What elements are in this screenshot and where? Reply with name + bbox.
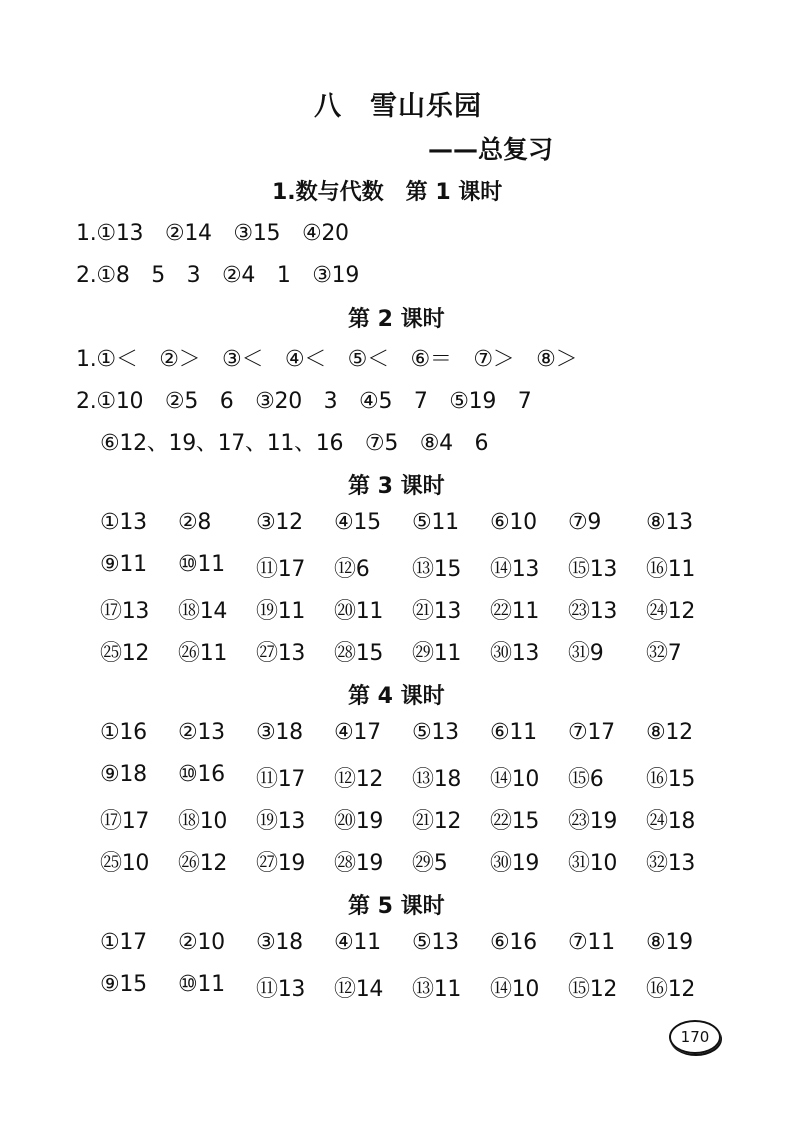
answer-item: ①16 <box>100 720 147 745</box>
lesson5-title: 第 5 课时 <box>348 894 445 919</box>
answer-item: ㉜13 <box>646 851 696 876</box>
answer-item: ④17 <box>334 720 381 745</box>
answer-item: ⑮13 <box>568 557 618 582</box>
answer-item: ⑬11 <box>412 977 462 1002</box>
answer-item: ⑤11 <box>412 510 459 535</box>
answer-item: ㉚19 <box>490 851 540 876</box>
answer-item: ⑭10 <box>490 767 540 792</box>
answer-item: ⑬15 <box>412 557 462 582</box>
answer-item: ⑰17 <box>100 809 150 834</box>
answer-item: ⑥10 <box>490 510 537 535</box>
answer-item: ⑤13 <box>412 930 459 955</box>
answer-item: ㉙5 <box>412 851 448 876</box>
lesson1-q1: 1.①13 ②14 ③15 ④20 <box>76 221 349 246</box>
answer-item: ⑮12 <box>568 977 618 1002</box>
answer-item: ⑯11 <box>646 557 696 582</box>
answer-item: ⑪17 <box>256 557 306 582</box>
answer-item: ⑦9 <box>568 510 602 535</box>
page-number-badge <box>669 1020 721 1054</box>
answer-item: ㉓19 <box>568 809 618 834</box>
lesson2-title: 第 2 课时 <box>348 307 445 332</box>
answer-item: ⑫14 <box>334 977 384 1002</box>
lesson1-q2: 2.①8 5 3 ②4 1 ③19 <box>76 263 360 288</box>
chapter-title: 八 雪山乐园 <box>314 91 482 122</box>
lesson2-q2b: ⑥12、19、17、11、16 ⑦5 ⑧4 6 <box>100 431 489 456</box>
answer-item: ⑥11 <box>490 720 537 745</box>
answer-item: ㉗19 <box>256 851 306 876</box>
answer-item: ③18 <box>256 720 303 745</box>
answer-item: ④15 <box>334 510 381 535</box>
answer-item: ②10 <box>178 930 225 955</box>
section-title: 1.数与代数 第 1 课时 <box>272 180 503 205</box>
answer-item: ⑫12 <box>334 767 384 792</box>
answer-item: ①13 <box>100 510 147 535</box>
answer-item: ㉕12 <box>100 641 150 666</box>
answer-item: ③18 <box>256 930 303 955</box>
page-number: 170 <box>680 1028 710 1046</box>
answer-item: ㉔12 <box>646 599 696 624</box>
answer-item: ㉕10 <box>100 851 150 876</box>
answer-item: ㉛10 <box>568 851 618 876</box>
answer-item: ⑩16 <box>178 762 225 787</box>
answer-item: ④11 <box>334 930 381 955</box>
answer-item: ⑨18 <box>100 762 147 787</box>
lesson2-q1: 1.①＜ ②＞ ③＜ ④＜ ⑤＜ ⑥＝ ⑦＞ ⑧＞ <box>76 347 578 372</box>
answer-item: ㉒15 <box>490 809 540 834</box>
answer-item: ⑭13 <box>490 557 540 582</box>
answer-item: ⑫6 <box>334 557 370 582</box>
answer-item: ⑲11 <box>256 599 306 624</box>
chapter-subtitle: ——总复习 <box>428 135 554 164</box>
answer-item: ⑧19 <box>646 930 693 955</box>
answer-item: ⑤13 <box>412 720 459 745</box>
answer-item: ③12 <box>256 510 303 535</box>
answer-item: ⑯12 <box>646 977 696 1002</box>
answer-item: ㉗13 <box>256 641 306 666</box>
answer-item: ⑪13 <box>256 977 306 1002</box>
answer-item: ⑧12 <box>646 720 693 745</box>
answer-item: ⑬18 <box>412 767 462 792</box>
answer-item: ㉘19 <box>334 851 384 876</box>
answer-item: ㉛9 <box>568 641 604 666</box>
lesson3-title: 第 3 课时 <box>348 474 445 499</box>
answer-item: ⑭10 <box>490 977 540 1002</box>
answer-item: ⑱10 <box>178 809 228 834</box>
answer-item: ㉙11 <box>412 641 462 666</box>
answer-item: ㉔18 <box>646 809 696 834</box>
answer-item: ⑪17 <box>256 767 306 792</box>
answer-item: ㉖12 <box>178 851 228 876</box>
answer-item: ⑲13 <box>256 809 306 834</box>
answer-item: ⑩11 <box>178 972 225 997</box>
answer-item: ㉒11 <box>490 599 540 624</box>
answer-item: ⑳11 <box>334 599 384 624</box>
answer-item: ⑩11 <box>178 552 225 577</box>
answer-item: ㉜7 <box>646 641 682 666</box>
answer-item: ㉓13 <box>568 599 618 624</box>
answer-item: ⑧13 <box>646 510 693 535</box>
answer-item: ⑱14 <box>178 599 228 624</box>
answer-item: ②8 <box>178 510 212 535</box>
answer-item: ⑰13 <box>100 599 150 624</box>
answer-item: ⑦17 <box>568 720 615 745</box>
answer-item: ⑯15 <box>646 767 696 792</box>
lesson4-title: 第 4 课时 <box>348 684 445 709</box>
answer-item: ㉘15 <box>334 641 384 666</box>
answer-item: ②13 <box>178 720 225 745</box>
answer-item: ㉖11 <box>178 641 228 666</box>
answer-item: ⑨11 <box>100 552 147 577</box>
answer-item: ⑨15 <box>100 972 147 997</box>
answer-item: ㉑12 <box>412 809 462 834</box>
answer-item: ⑮6 <box>568 767 604 792</box>
answer-item: ㉑13 <box>412 599 462 624</box>
answer-item: ⑦11 <box>568 930 615 955</box>
answer-item: ⑳19 <box>334 809 384 834</box>
answer-item: ⑥16 <box>490 930 537 955</box>
answer-item: ㉚13 <box>490 641 540 666</box>
answer-item: ①17 <box>100 930 147 955</box>
lesson2-q2: 2.①10 ②5 6 ③20 3 ④5 7 ⑤19 7 <box>76 389 532 414</box>
